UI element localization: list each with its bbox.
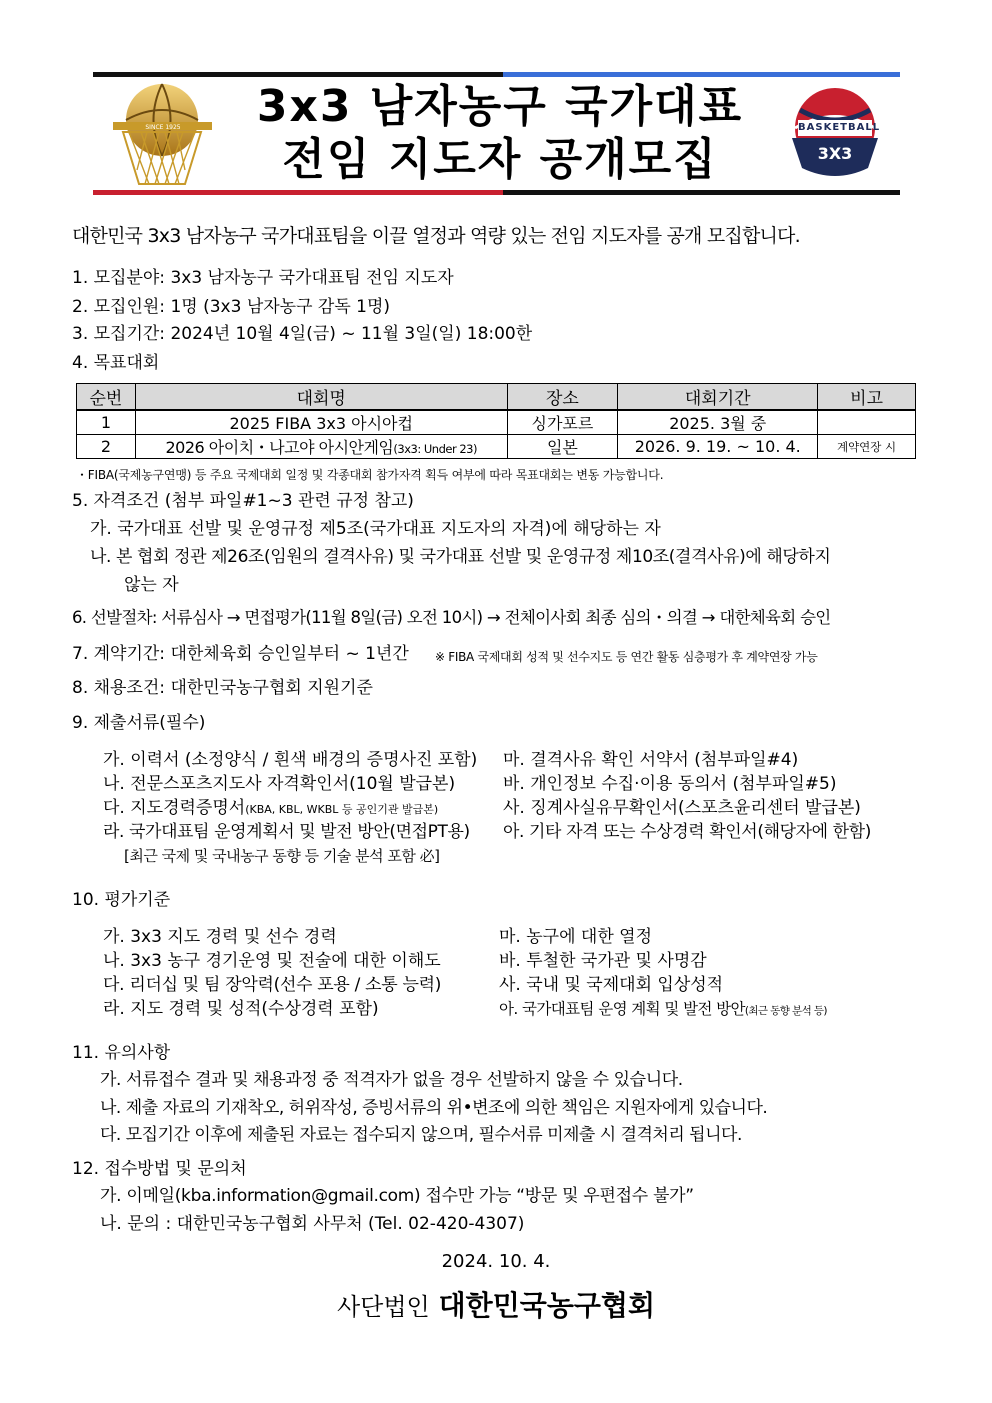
section-12-ga: 가. 이메일(kba.information@gmail.com) 접수만 가능 “방문 및 우편접수 불가” xyxy=(100,1186,694,1206)
item-3: 3. 모집기간: 2024년 10월 4일(금) ~ 11월 3일(일) 18:00한 xyxy=(72,324,533,344)
cell-period: 2025. 3월 중 xyxy=(618,410,818,435)
section-12-na: 나. 문의 : 대한민국농구협회 사무처 (Tel. 02-420-4307) xyxy=(100,1214,525,1234)
section-5-title: 5. 자격조건 (첨부 파일#1~3 관련 규정 참고) xyxy=(72,491,414,511)
section-11-da: 다. 모집기간 이후에 제출된 자료는 접수되지 않으며, 필수서류 미제출 시 결격처리 됩니다. xyxy=(100,1125,742,1145)
item-4: 4. 목표대회 xyxy=(72,353,160,373)
header-top-bar-dark xyxy=(93,72,503,77)
col-header-note: 비고 xyxy=(818,384,916,411)
cell-no: 1 xyxy=(77,410,136,435)
section-6: 6. 선발절차: 서류심사 → 면접평가(11월 8일(금) 오전 10시) → 전체이사회 최종 심의・의결 → 대한체육회 승인 xyxy=(72,608,831,627)
section-9-ba: 바. 개인정보 수집·이용 동의서 (첨부파일#5) xyxy=(503,774,837,794)
cell-name xyxy=(135,435,507,459)
header-top-bar-blue xyxy=(503,72,900,77)
cell-name-text: 2026 아이치・나고야 아시안게임 xyxy=(165,438,394,457)
section-9-ra: 라. 국가대표팀 운영계획서 및 발전 방안(면접PT용) xyxy=(103,822,470,842)
intro-text: 대한민국 3x3 남자농구 국가대표팀을 이끌 열정과 역량 있는 전임 지도자를 공개 모집합니다. xyxy=(72,225,800,247)
target-competition-table xyxy=(76,383,916,459)
cell-note xyxy=(818,410,916,435)
section-9-ga: 가. 이력서 (소정양식 / 흰색 배경의 증명사진 포함) xyxy=(103,750,478,770)
section-9-aa: 아. 기타 자격 또는 수상경력 확인서(해당자에 한함) xyxy=(503,822,871,842)
section-10-sa: 사. 국내 및 국제대회 입상성적 xyxy=(499,975,724,995)
section-10-ra: 라. 지도 경력 및 성적(수상경력 포함) xyxy=(103,999,379,1019)
table-row xyxy=(77,435,916,459)
section-9-ma: 마. 결격사유 확인 서약서 (첨부파일#4) xyxy=(503,750,799,770)
cell-name-note: (3x3: Under 23) xyxy=(393,442,477,456)
cell-note: 계약연장 시 xyxy=(818,435,916,459)
signature xyxy=(0,1288,992,1325)
signature-prefix: 사단법인 xyxy=(336,1293,430,1321)
section-9-ra-cont: [최근 국제 및 국내농구 동향 등 기술 분석 포함 必] xyxy=(124,847,440,865)
section-10-title: 10. 평가기준 xyxy=(72,890,171,910)
section-7-note: ※ FIBA 국제대회 성적 및 선수지도 등 연간 활동 심층평가 후 계약연장 가능 xyxy=(435,650,818,664)
logo-3x3-text: 3X3 xyxy=(817,144,853,163)
cell-name-text: 2025 FIBA 3x3 아시아컵 xyxy=(229,414,413,433)
kba-logo-text: SINCE 1925 xyxy=(145,124,181,131)
cell-period: 2026. 9. 19. ~ 10. 4. xyxy=(618,435,818,459)
section-11-title: 11. 유의사항 xyxy=(72,1043,171,1063)
section-5-b-cont: 않는 자 xyxy=(124,575,179,595)
item-1: 1. 모집분야: 3x3 남자농구 국가대표팀 전임 지도자 xyxy=(72,268,454,288)
col-header-place: 장소 xyxy=(507,384,618,411)
section-10-aa xyxy=(499,998,827,1022)
page-title-line-2: 전임 지도자 공개모집 xyxy=(282,134,718,185)
table-header-row xyxy=(77,384,916,411)
section-10-ba: 바. 투철한 국가관 및 사명감 xyxy=(499,951,707,971)
kba-logo xyxy=(105,80,220,190)
section-10-aa-text: 아. 국가대표팀 운영 계획 및 발전 방안 xyxy=(499,1000,745,1018)
section-9-title: 9. 제출서류(필수) xyxy=(72,713,206,733)
section-11-na: 나. 제출 자료의 기재착오, 허위작성, 증빙서류의 위•변조에 의한 책임은 지원자에게 있습니다. xyxy=(100,1098,768,1118)
col-header-name: 대회명 xyxy=(135,384,507,411)
section-10-ga: 가. 3x3 지도 경력 및 선수 경력 xyxy=(103,927,337,947)
signature-org: 대한민국농구협회 xyxy=(438,1289,656,1322)
section-9-na: 나. 전문스포츠지도사 자격확인서(10월 발급본) xyxy=(103,774,456,794)
section-9-da-text: 다. 지도경력증명서 xyxy=(103,798,246,818)
section-10-da: 다. 리더십 및 팀 장악력(선수 포용 / 소통 능력) xyxy=(103,975,442,995)
section-10-na: 나. 3x3 농구 경기운영 및 전술에 대한 이해도 xyxy=(103,951,441,971)
page-title-line-1: 3x3 남자농구 국가대표 xyxy=(256,81,744,132)
item-2: 2. 모집인원: 1명 (3x3 남자농구 감독 1명) xyxy=(72,297,391,317)
table-row xyxy=(77,410,916,435)
header-bottom-bar-red xyxy=(93,190,503,195)
section-12-title: 12. 접수방법 및 문의처 xyxy=(72,1159,247,1179)
section-9-da-small: (KBA, KBL, WKBL 등 공인기관 발급본) xyxy=(245,803,439,816)
section-9-da xyxy=(103,797,438,821)
table-footnote: ・FIBA(국제농구연맹) 등 주요 국제대회 일정 및 각종대회 참가자격 획득 여부에 따라 목표대회는 변동 가능합니다. xyxy=(76,468,664,482)
section-10-aa-small: (최근 동향 분석 등) xyxy=(744,1005,827,1017)
cell-no: 2 xyxy=(77,435,136,459)
col-header-no: 순번 xyxy=(77,384,136,411)
col-header-period: 대회기간 xyxy=(618,384,818,411)
3x3-basketball-logo xyxy=(780,80,890,185)
section-11-ga: 가. 서류접수 결과 및 채용과정 중 적격자가 없을 경우 선발하지 않을 수 있습니다. xyxy=(100,1070,683,1090)
section-7: 7. 계약기간: 대한체육회 승인일부터 ~ 1년간 xyxy=(72,644,409,664)
section-9-sa: 사. 징계사실유무확인서(스포츠윤리센터 발급본) xyxy=(503,798,861,818)
cell-name xyxy=(135,410,507,435)
header-bottom-bar-dark xyxy=(503,190,900,195)
cell-place: 싱가포르 xyxy=(507,410,618,435)
section-8: 8. 채용조건: 대한민국농구협회 지원기준 xyxy=(72,678,373,698)
section-10-ma: 마. 농구에 대한 열정 xyxy=(499,927,652,947)
issue-date: 2024. 10. 4. xyxy=(441,1251,551,1272)
section-5-a: 가. 국가대표 선발 및 운영규정 제5조(국가대표 지도자의 자격)에 해당하는 자 xyxy=(90,519,661,539)
logo-basketball-text: BASKETBALL xyxy=(798,122,881,133)
section-5-b: 나. 본 협회 정관 제26조(임원의 결격사유) 및 국가대표 선발 및 운영규정 제10조(결격사유)에 해당하지 xyxy=(90,547,831,567)
cell-place: 일본 xyxy=(507,435,618,459)
